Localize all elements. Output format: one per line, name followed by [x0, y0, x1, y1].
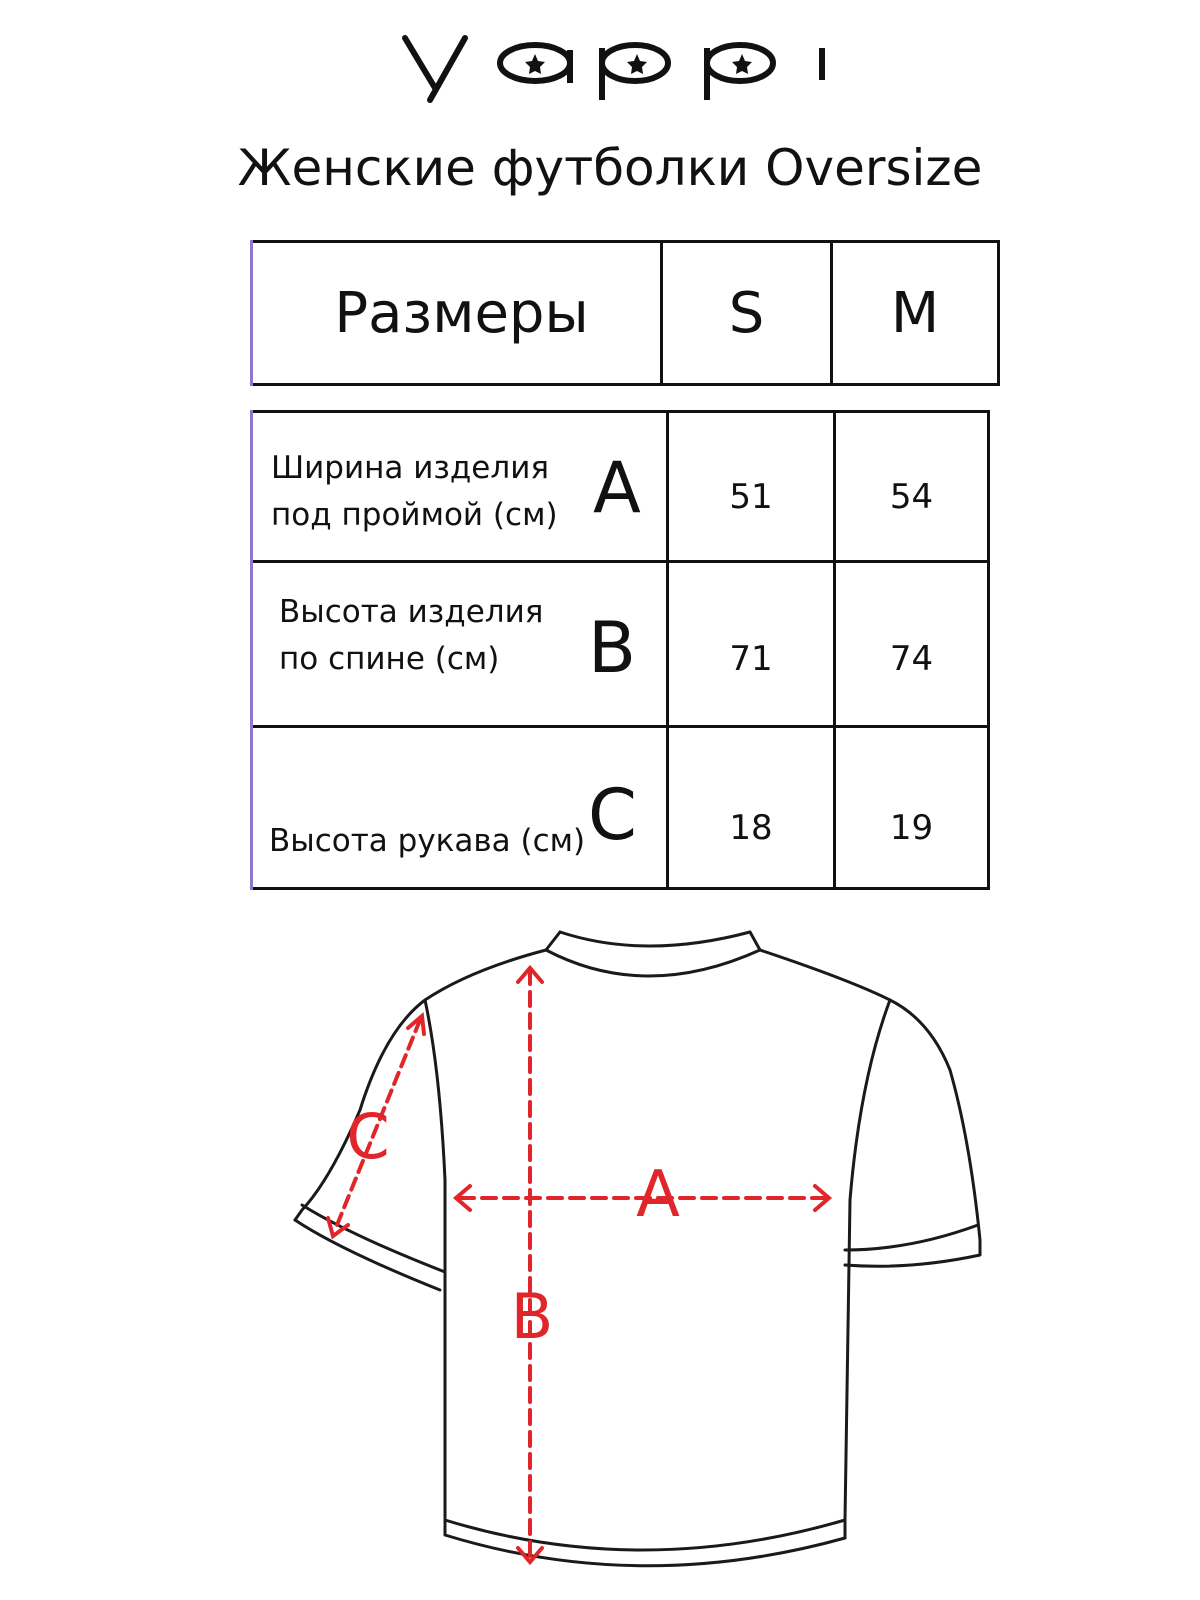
measure-a-label: A [636, 1158, 680, 1232]
size-s-header: S [663, 243, 833, 383]
value-s: 71 [669, 563, 836, 725]
sizes-header-label: Размеры [253, 243, 663, 383]
row-letter: A [593, 447, 641, 529]
measure-b-label: B [510, 1280, 554, 1353]
row-label-line: под проймой (см) [271, 497, 558, 533]
row-label-text [269, 818, 585, 865]
tshirt-outline [295, 932, 980, 1566]
row-label-line: Ширина изделия [271, 450, 549, 486]
row-label-line: по спине (см) [279, 641, 500, 677]
value-m: 74 [889, 639, 934, 679]
value-s: 51 [669, 413, 836, 560]
table-row [253, 563, 987, 728]
tshirt-measurement-diagram [290, 920, 1010, 1600]
row-label-cell [253, 413, 669, 560]
row-label-line: Высота рукава (см) [269, 823, 586, 859]
size-header-table [250, 240, 1000, 386]
value-m: 19 [889, 807, 934, 848]
row-label-cell [253, 563, 669, 725]
value-m: 54 [889, 476, 934, 517]
row-label-text [271, 445, 558, 539]
table-row [253, 728, 987, 887]
measure-c-label: C [346, 1100, 390, 1173]
row-letter: B [588, 607, 637, 689]
row-label-line: Высота изделия [279, 594, 544, 630]
page-title: Женские футболки Oversize [237, 139, 983, 197]
table-accent-bar [250, 240, 253, 386]
table-row [253, 413, 987, 563]
row-label-cell [253, 728, 669, 887]
measure-b-line [518, 968, 542, 1562]
value-s: 18 [669, 728, 836, 887]
brand-logo [400, 28, 850, 108]
size-m-header: M [890, 280, 940, 346]
row-label-text [279, 589, 543, 683]
row-letter: C [588, 774, 637, 856]
measurements-table [250, 410, 990, 890]
